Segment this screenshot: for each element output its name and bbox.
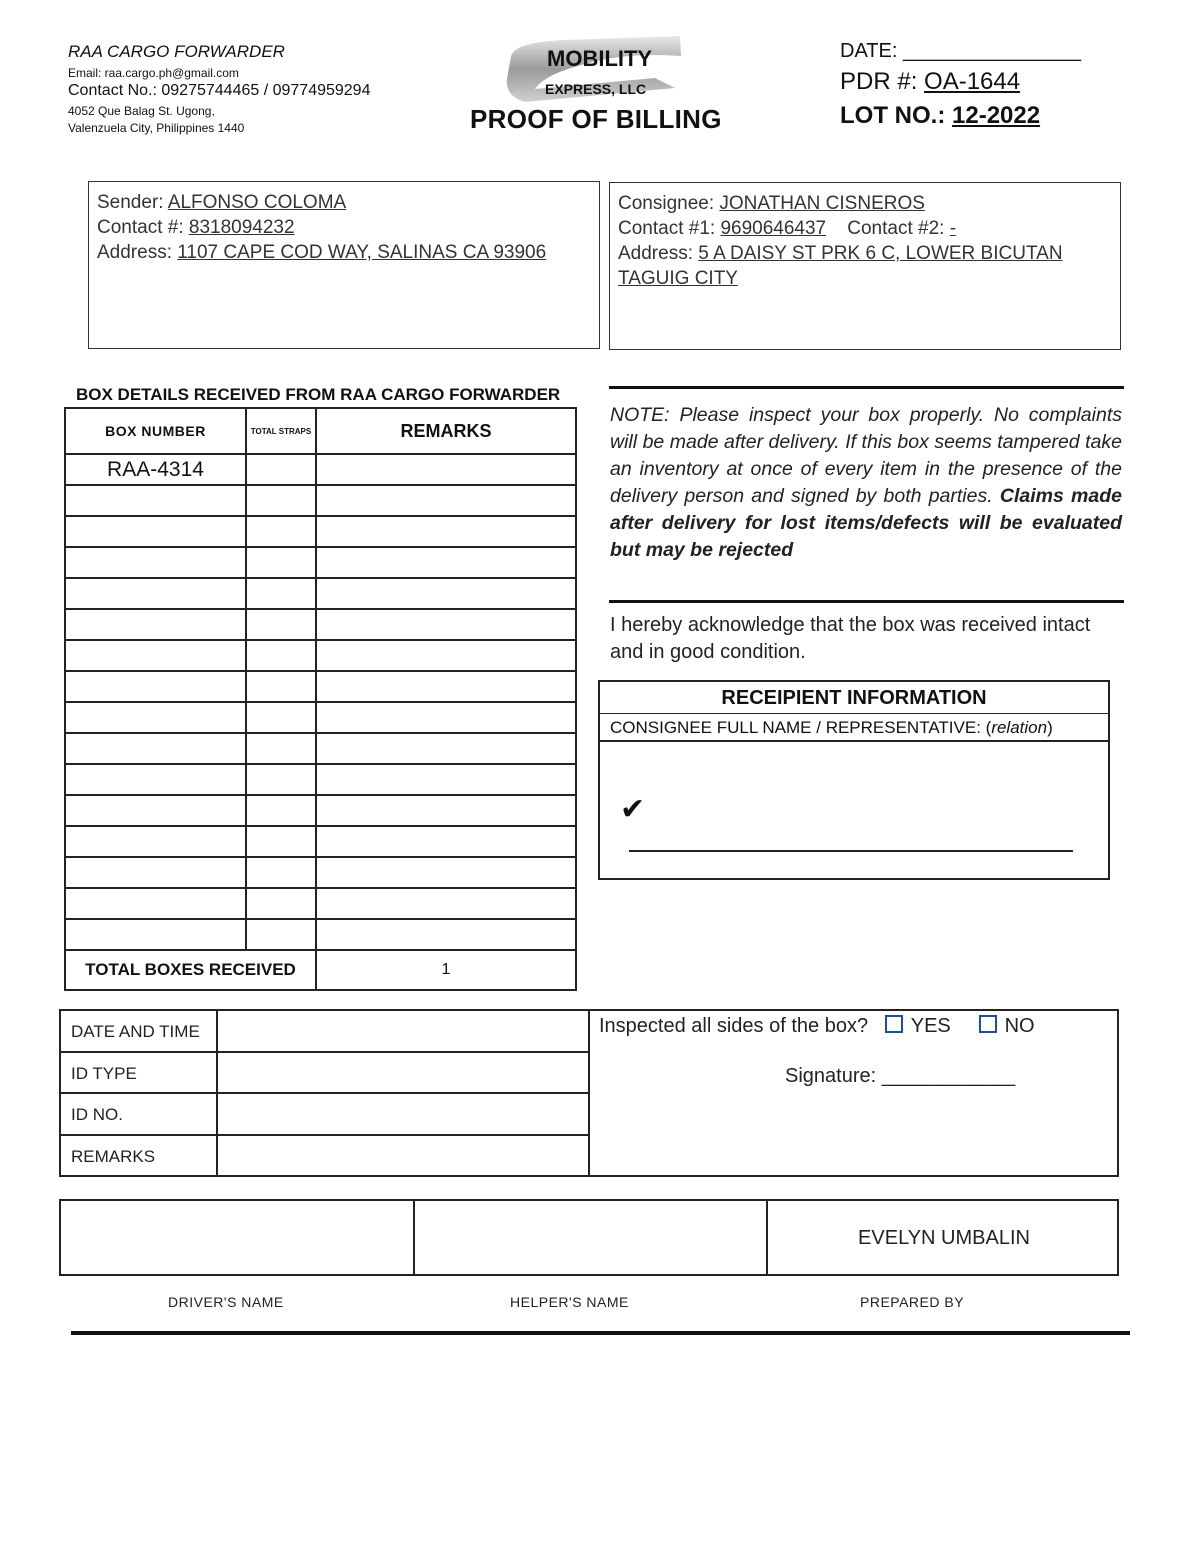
acknowledgement-text: I hereby acknowledge that the box was received intact and in good condition. <box>610 614 1091 663</box>
note-bottom-rule <box>609 600 1124 603</box>
company-contact: Contact No.: 09275744465 / 09774959294 <box>68 82 371 99</box>
cell-box-number <box>65 702 246 733</box>
table-row <box>65 578 576 609</box>
cell-box-number <box>65 578 246 609</box>
cell-remarks <box>316 485 576 516</box>
cell-straps <box>246 888 316 919</box>
cell-remarks <box>316 671 576 702</box>
recipient-signature-line[interactable] <box>629 850 1073 852</box>
lot-label: LOT NO.: <box>840 102 946 129</box>
table-row <box>65 919 576 950</box>
company-name: RAA CARGO FORWARDER <box>68 42 285 61</box>
consignee-contact1-label: Contact #1: <box>618 218 716 239</box>
consignee-name: JONATHAN CISNEROS <box>719 193 925 214</box>
table-row <box>65 795 576 826</box>
sender-address-label: Address: <box>97 242 172 263</box>
inspection-section <box>59 1009 1119 1177</box>
sender-name-label: Sender: <box>97 192 164 213</box>
lot-value: 12-2022 <box>952 102 1041 129</box>
cell-remarks <box>316 609 576 640</box>
cell-box-number <box>65 919 246 950</box>
inspection-label: ID TYPE <box>61 1053 218 1093</box>
sender-name: ALFONSO COLOMA <box>167 192 347 213</box>
cell-box-number <box>65 733 246 764</box>
consignee-name-label: Consignee: <box>618 193 715 214</box>
no-checkbox[interactable] <box>979 1015 997 1033</box>
recipient-info-title: RECEIPIENT INFORMATION <box>600 682 1108 714</box>
date-field <box>840 40 1081 63</box>
col-box-number: BOX NUMBER <box>65 408 246 454</box>
cell-box-number <box>65 795 246 826</box>
consignee-address: 5 A DAISY ST PRK 6 C, LOWER BICUTAN TAGUIG CITY <box>618 243 1063 289</box>
cell-remarks <box>316 547 576 578</box>
inspection-divider <box>588 1011 590 1175</box>
cell-box-number <box>65 826 246 857</box>
table-row <box>65 702 576 733</box>
table-row <box>65 547 576 578</box>
cell-box-number <box>65 857 246 888</box>
pdr-value: OA-1644 <box>924 68 1021 95</box>
cell-box-number <box>65 485 246 516</box>
cell-straps <box>246 764 316 795</box>
date-label: DATE: <box>840 40 898 62</box>
note-text <box>610 402 1122 564</box>
total-boxes-label: TOTAL BOXES RECEIVED <box>65 950 316 990</box>
consignee-address-label: Address: <box>618 243 693 264</box>
cell-remarks <box>316 764 576 795</box>
cell-straps <box>246 516 316 547</box>
inspection-signature: Signature: ____________ <box>785 1065 1016 1087</box>
cell-straps <box>246 857 316 888</box>
table-row <box>65 764 576 795</box>
consignee-box <box>609 182 1121 350</box>
cell-box-number <box>65 516 246 547</box>
logo-text-main: MOBILITY <box>547 46 653 71</box>
lot-field <box>840 102 1040 130</box>
cell-box-number <box>65 764 246 795</box>
inspection-label: DATE AND TIME <box>61 1011 218 1051</box>
cell-box-number <box>65 671 246 702</box>
yes-checkbox[interactable] <box>885 1015 903 1033</box>
inspection-label: ID NO. <box>61 1094 218 1134</box>
consignee-contact1: 9690646437 <box>720 218 827 239</box>
cell-straps <box>246 609 316 640</box>
cell-box-number <box>65 640 246 671</box>
logo-text-sub: EXPRESS, LLC <box>545 81 647 97</box>
cell-straps <box>246 485 316 516</box>
bottom-rule <box>71 1331 1130 1335</box>
sender-address: 1107 CAPE COD WAY, SALINAS CA 93906 <box>177 242 547 263</box>
table-row <box>65 640 576 671</box>
sender-contact-label: Contact #: <box>97 217 184 238</box>
inspection-row-id-type <box>61 1053 588 1095</box>
yes-label: YES <box>910 1015 951 1037</box>
inspection-row-id-no <box>61 1094 588 1136</box>
cell-remarks <box>316 888 576 919</box>
cell-box-number <box>65 888 246 919</box>
cell-remarks <box>316 702 576 733</box>
table-row <box>65 516 576 547</box>
document-title: PROOF OF BILLING <box>470 104 722 134</box>
cell-remarks <box>316 857 576 888</box>
box-details-caption: BOX DETAILS RECEIVED FROM RAA CARGO FORWARDER <box>76 385 561 404</box>
cell-straps <box>246 702 316 733</box>
inspection-question: Inspected all sides of the box? YES NO <box>599 1015 1035 1037</box>
cell-straps <box>246 733 316 764</box>
table-row <box>65 733 576 764</box>
cell-remarks <box>316 919 576 950</box>
mobility-express-logo <box>505 34 685 104</box>
cell-straps <box>246 671 316 702</box>
check-icon: ✔ <box>620 793 646 826</box>
cell-straps <box>246 826 316 857</box>
table-row <box>65 826 576 857</box>
col-total-straps: TOTAL STRAPS <box>246 408 316 454</box>
pdr-label: PDR #: <box>840 68 918 95</box>
cell-remarks <box>316 640 576 671</box>
table-row <box>65 609 576 640</box>
inspection-row-remarks <box>61 1136 588 1178</box>
pdr-field <box>840 68 1020 96</box>
cell-remarks <box>316 454 576 485</box>
table-row <box>65 485 576 516</box>
table-row <box>65 857 576 888</box>
col-remarks: REMARKS <box>316 408 576 454</box>
company-address-line2: Valenzuela City, Philippines 1440 <box>68 121 245 135</box>
staff-divider <box>413 1201 415 1274</box>
recipient-info-box <box>598 680 1110 880</box>
total-boxes-value: 1 <box>316 950 576 990</box>
cell-straps <box>246 578 316 609</box>
cell-remarks <box>316 578 576 609</box>
cell-straps <box>246 795 316 826</box>
note-top-rule <box>609 386 1124 389</box>
cell-straps <box>246 454 316 485</box>
driver-name-label: DRIVER'S NAME <box>168 1294 284 1310</box>
cell-remarks <box>316 795 576 826</box>
prepared-by-name: EVELYN UMBALIN <box>858 1227 1030 1249</box>
note-body: NOTE: Please inspect your box properly. No complaints will be made after delivery. If this box seems tampered take an inventory at once of every item in the presence of the delivery person and signed by both parties. <box>610 404 1122 507</box>
company-address-line1: 4052 Que Balag St. Ugong, <box>68 104 215 118</box>
consignee-contact2: - <box>949 218 957 239</box>
cell-straps <box>246 640 316 671</box>
cell-remarks <box>316 733 576 764</box>
box-details-table <box>64 407 577 991</box>
no-label: NO <box>1004 1015 1035 1037</box>
note-bold-warning: Claims made after delivery for lost items/defects will be evaluated but may be rejected <box>610 485 1122 561</box>
cell-straps <box>246 919 316 950</box>
staff-box <box>59 1199 1119 1276</box>
helper-name-label: HELPER'S NAME <box>510 1294 629 1310</box>
sender-contact: 8318094232 <box>188 217 295 238</box>
cell-straps <box>246 547 316 578</box>
table-row <box>65 888 576 919</box>
inspection-label: REMARKS <box>61 1136 218 1178</box>
prepared-by-label: PREPARED BY <box>860 1294 965 1310</box>
date-value: ________________ <box>902 40 1081 62</box>
cell-remarks <box>316 826 576 857</box>
cell-box-number <box>65 547 246 578</box>
sender-box <box>88 181 600 349</box>
company-email: Email: raa.cargo.ph@gmail.com <box>68 66 239 80</box>
cell-remarks <box>316 516 576 547</box>
table-row <box>65 454 576 485</box>
consignee-contact2-label: Contact #2: <box>847 218 945 239</box>
table-row <box>65 671 576 702</box>
cell-box-number: RAA-4314 <box>65 454 246 485</box>
inspection-row-date-time <box>61 1011 588 1053</box>
cell-box-number <box>65 609 246 640</box>
recipient-name-label: CONSIGNEE FULL NAME / REPRESENTATIVE: (relation) <box>600 714 1108 742</box>
